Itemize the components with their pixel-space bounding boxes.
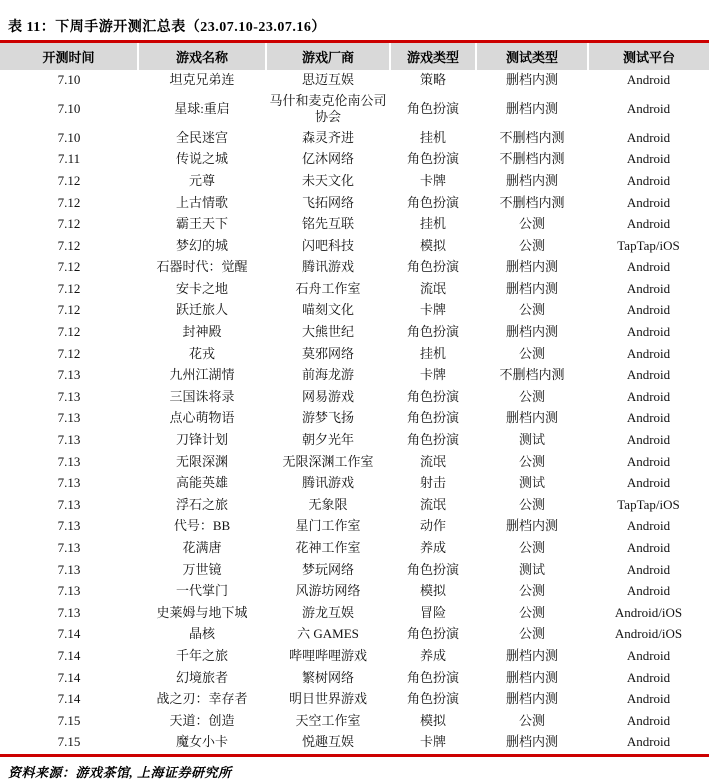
cell: 公测	[518, 626, 545, 642]
cell: 测试	[518, 561, 545, 577]
cell: 前海龙游	[301, 367, 354, 383]
table-row	[0, 171, 709, 193]
cell: 石器时代：觉醒	[156, 259, 248, 275]
cell: 模拟	[419, 237, 446, 253]
table-row	[0, 300, 709, 322]
cell: 卡牌	[419, 302, 446, 318]
cell: 梦玩网络	[301, 561, 354, 577]
cell: 7.12	[57, 194, 81, 210]
column-header-5: 测试平台	[588, 43, 709, 70]
cell: 公测	[518, 496, 545, 512]
cell: 删档内测	[505, 72, 558, 88]
cell: 繁树网络	[301, 669, 354, 685]
table-row	[0, 516, 709, 538]
cell: 7.10	[57, 129, 81, 145]
cell: 霸王天下	[175, 216, 228, 232]
cell: 删档内测	[505, 324, 558, 340]
cell: 7.13	[57, 540, 81, 555]
cell: 测试	[518, 432, 545, 448]
cell: 不删档内测	[499, 151, 565, 167]
table-row	[0, 624, 709, 646]
cell: 删档内测	[505, 669, 558, 685]
table-row	[0, 451, 709, 473]
cell: 公测	[518, 583, 545, 599]
cell: Android	[626, 475, 671, 491]
cell: Android	[626, 432, 671, 448]
cell: 腾讯游戏	[301, 259, 354, 275]
cell: 封神殿	[182, 324, 222, 340]
table-row	[0, 192, 709, 214]
cell: 无象限	[308, 496, 348, 512]
cell: 铭先互联	[301, 216, 354, 232]
cell: 史莱姆与地下城	[156, 604, 248, 620]
cell: 7.15	[57, 712, 81, 728]
cell: 角色扮演	[406, 561, 459, 577]
cell: 7.14	[57, 647, 81, 663]
cell: 7.14	[57, 626, 81, 642]
cell: 冒险	[419, 604, 446, 620]
cell: 朝夕光年	[301, 432, 354, 448]
cell: 7.13	[57, 604, 81, 620]
table-row	[0, 581, 709, 603]
cell: 幻境旅者	[175, 669, 228, 685]
cell: 7.12	[57, 280, 81, 296]
cell: Android	[626, 647, 671, 663]
cell: 安卡之地	[175, 280, 228, 296]
cell: 星球:重启	[174, 101, 230, 117]
cell: 哔哩哔哩游戏	[288, 647, 367, 663]
table-row	[0, 70, 709, 92]
cell: Android	[626, 540, 671, 555]
cell: Android	[626, 302, 671, 318]
cell: 高能英雄	[175, 475, 228, 491]
cell: 腾讯游戏	[301, 475, 354, 491]
cell: 花满唐	[182, 540, 222, 555]
cell: Android	[626, 172, 671, 188]
cell: 六 GAMES	[297, 626, 359, 642]
cell: 7.12	[57, 302, 81, 318]
cell: 公测	[518, 453, 545, 469]
table-row	[0, 127, 709, 149]
cell: 模拟	[419, 712, 446, 728]
cell: 不删档内测	[499, 367, 565, 383]
table-row	[0, 710, 709, 732]
table-row	[0, 602, 709, 624]
cell: 删档内测	[505, 280, 558, 296]
cell: Android/iOS	[614, 626, 683, 642]
table-body	[0, 70, 709, 754]
cell: 公测	[518, 216, 545, 232]
cell: 莫邪网络	[301, 345, 354, 361]
cell: Android	[626, 101, 671, 117]
table-row	[0, 646, 709, 668]
cell: 7.12	[57, 324, 81, 340]
cell: 7.13	[57, 367, 81, 383]
cell: 角色扮演	[406, 691, 459, 707]
cell: 闪吧科技	[301, 237, 354, 253]
cell: 一代掌门	[175, 583, 228, 599]
column-header-4: 测试类型	[476, 43, 588, 70]
cell: 角色扮演	[406, 388, 459, 404]
header-row	[0, 43, 709, 70]
cell: 7.13	[57, 388, 81, 404]
table-row	[0, 430, 709, 452]
cell: 游龙互娱	[301, 604, 354, 620]
cell: TapTap/iOS	[617, 496, 680, 512]
cell: 7.12	[57, 172, 81, 188]
table-row	[0, 667, 709, 689]
cell: 刀锋计划	[175, 432, 228, 448]
cell: 7.13	[57, 496, 81, 512]
table-row	[0, 559, 709, 581]
cell: 删档内测	[505, 518, 558, 534]
table-row	[0, 214, 709, 236]
cell: 跃迁旅人	[175, 302, 228, 318]
cell: 7.13	[57, 453, 81, 469]
cell: 7.14	[57, 691, 81, 707]
cell: 公测	[518, 237, 545, 253]
cell: 战之刃：幸存者	[156, 691, 248, 707]
cell: Android	[626, 453, 671, 469]
cell: 晶核	[188, 626, 215, 642]
table-row	[0, 387, 709, 409]
cell: 马什和麦克伦南公司协会	[269, 92, 387, 125]
cell: 魔女小卡	[175, 734, 228, 750]
cell: 7.13	[57, 518, 81, 534]
cell: 元尊	[188, 172, 215, 188]
cell: 无限深渊	[175, 453, 228, 469]
cell: 7.12	[57, 237, 81, 253]
cell: 角色扮演	[406, 259, 459, 275]
cell: 公测	[518, 604, 545, 620]
cell: Android	[626, 216, 671, 232]
cell: 风游坊网络	[295, 583, 361, 599]
cell: 亿沐网络	[301, 151, 354, 167]
cell: 删档内测	[505, 691, 558, 707]
cell: 7.14	[57, 669, 81, 685]
cell: 天道：创造	[169, 712, 235, 728]
cell: 无限深渊工作室	[282, 453, 374, 469]
cell: 7.12	[57, 259, 81, 275]
table-title: 表 11：下周手游开测汇总表（23.07.10-23.07.16）	[8, 20, 326, 35]
games-test-schedule-table	[0, 43, 709, 754]
source-note: 资料来源：游戏茶馆, 上海证券研究所	[8, 764, 232, 780]
table-row	[0, 538, 709, 560]
cell: 千年之旅	[175, 647, 228, 663]
cell: 坦克兄弟连	[169, 72, 235, 88]
cell: Android	[626, 691, 671, 707]
cell: Android	[626, 734, 671, 750]
cell: 删档内测	[505, 734, 558, 750]
cell: 角色扮演	[406, 194, 459, 210]
cell: 7.13	[57, 561, 81, 577]
cell: 7.10	[57, 101, 81, 117]
cell: Android	[626, 324, 671, 340]
cell: Android	[626, 712, 671, 728]
table-header	[0, 43, 709, 70]
cell: 7.13	[57, 583, 81, 599]
cell: 传说之城	[175, 151, 228, 167]
cell: 卡牌	[419, 734, 446, 750]
cell: 7.11	[57, 151, 81, 167]
cell: 挂机	[419, 345, 446, 361]
cell: 花神工作室	[295, 540, 361, 555]
cell: 养成	[419, 540, 446, 555]
cell: 飞拓网络	[301, 194, 354, 210]
cell: 流氓	[419, 453, 446, 469]
table-row	[0, 494, 709, 516]
cell: 花戎	[188, 345, 215, 361]
cell: 删档内测	[505, 259, 558, 275]
cell: Android	[626, 367, 671, 383]
cell: 射击	[419, 475, 446, 491]
table-row	[0, 343, 709, 365]
cell: 悦趣互娱	[301, 734, 354, 750]
cell: 未天文化	[301, 172, 354, 188]
cell: 养成	[419, 647, 446, 663]
table-row	[0, 149, 709, 171]
cell: Android	[626, 388, 671, 404]
cell: Android	[626, 583, 671, 599]
cell: 模拟	[419, 583, 446, 599]
cell: 流氓	[419, 280, 446, 296]
cell: 卡牌	[419, 172, 446, 188]
cell: TapTap/iOS	[617, 237, 680, 253]
cell: 角色扮演	[406, 151, 459, 167]
cell: 万世镜	[182, 561, 222, 577]
cell: 浮石之旅	[175, 496, 228, 512]
cell: 游梦飞扬	[301, 410, 354, 426]
cell: 角色扮演	[406, 410, 459, 426]
cell: 卡牌	[419, 367, 446, 383]
cell: Android	[626, 561, 671, 577]
cell: 挂机	[419, 216, 446, 232]
cell: 不删档内测	[499, 194, 565, 210]
cell: 7.10	[57, 72, 81, 88]
cell: 喵刻文化	[301, 302, 354, 318]
cell: 7.15	[57, 734, 81, 750]
column-header-2: 游戏厂商	[266, 43, 390, 70]
cell: 策略	[419, 72, 446, 88]
cell: 删档内测	[505, 101, 558, 117]
cell: 九州江湖情	[169, 367, 235, 383]
cell: 动作	[419, 518, 446, 534]
cell: 石舟工作室	[295, 280, 361, 296]
cell: 7.12	[57, 345, 81, 361]
cell: 角色扮演	[406, 669, 459, 685]
cell: 公测	[518, 712, 545, 728]
cell: 上古情歌	[175, 194, 228, 210]
cell: 流氓	[419, 496, 446, 512]
cell: Android	[626, 72, 671, 88]
table-row	[0, 408, 709, 430]
table-row	[0, 689, 709, 711]
cell: 删档内测	[505, 172, 558, 188]
table-row	[0, 732, 709, 754]
cell: Android	[626, 259, 671, 275]
cell: 公测	[518, 302, 545, 318]
cell: Android	[626, 280, 671, 296]
table-row	[0, 473, 709, 495]
cell: 三国诛将录	[169, 388, 235, 404]
cell: 星门工作室	[295, 518, 361, 534]
table-row	[0, 92, 709, 128]
table-row	[0, 365, 709, 387]
cell: Android	[626, 194, 671, 210]
column-header-3: 游戏类型	[390, 43, 476, 70]
cell: 思迈互娱	[301, 72, 354, 88]
cell: 大熊世纪	[301, 324, 354, 340]
cell: 7.13	[57, 475, 81, 491]
cell: 梦幻的城	[175, 237, 228, 253]
cell: 删档内测	[505, 647, 558, 663]
cell: Android	[626, 410, 671, 426]
table-row	[0, 257, 709, 279]
cell: 点心萌物语	[169, 410, 235, 426]
cell: 测试	[518, 475, 545, 491]
cell: Android	[626, 518, 671, 534]
cell: 挂机	[419, 129, 446, 145]
cell: 全民迷宫	[175, 129, 228, 145]
cell: 角色扮演	[406, 432, 459, 448]
cell: 7.12	[57, 216, 81, 232]
cell: Android	[626, 669, 671, 685]
table-row	[0, 279, 709, 301]
cell: 角色扮演	[406, 101, 459, 117]
cell: 公测	[518, 388, 545, 404]
table-row	[0, 235, 709, 257]
cell: 森灵齐进	[301, 129, 354, 145]
cell: 7.13	[57, 432, 81, 448]
cell: 天空工作室	[295, 712, 361, 728]
cell: 7.13	[57, 410, 81, 426]
cell: 角色扮演	[406, 324, 459, 340]
column-header-0: 开测时间	[42, 50, 95, 65]
cell: 角色扮演	[406, 626, 459, 642]
cell: 公测	[518, 540, 545, 555]
cell: 公测	[518, 345, 545, 361]
cell: 明日世界游戏	[288, 691, 367, 707]
cell: Android/iOS	[614, 604, 683, 620]
cell: Android	[626, 151, 671, 167]
cell: Android	[626, 129, 671, 145]
cell: 删档内测	[505, 410, 558, 426]
cell: Android	[626, 345, 671, 361]
cell: 代号：BB	[173, 518, 231, 534]
table-row	[0, 322, 709, 344]
cell: 网易游戏	[301, 388, 354, 404]
cell: 不删档内测	[499, 129, 565, 145]
column-header-1: 游戏名称	[138, 43, 266, 70]
